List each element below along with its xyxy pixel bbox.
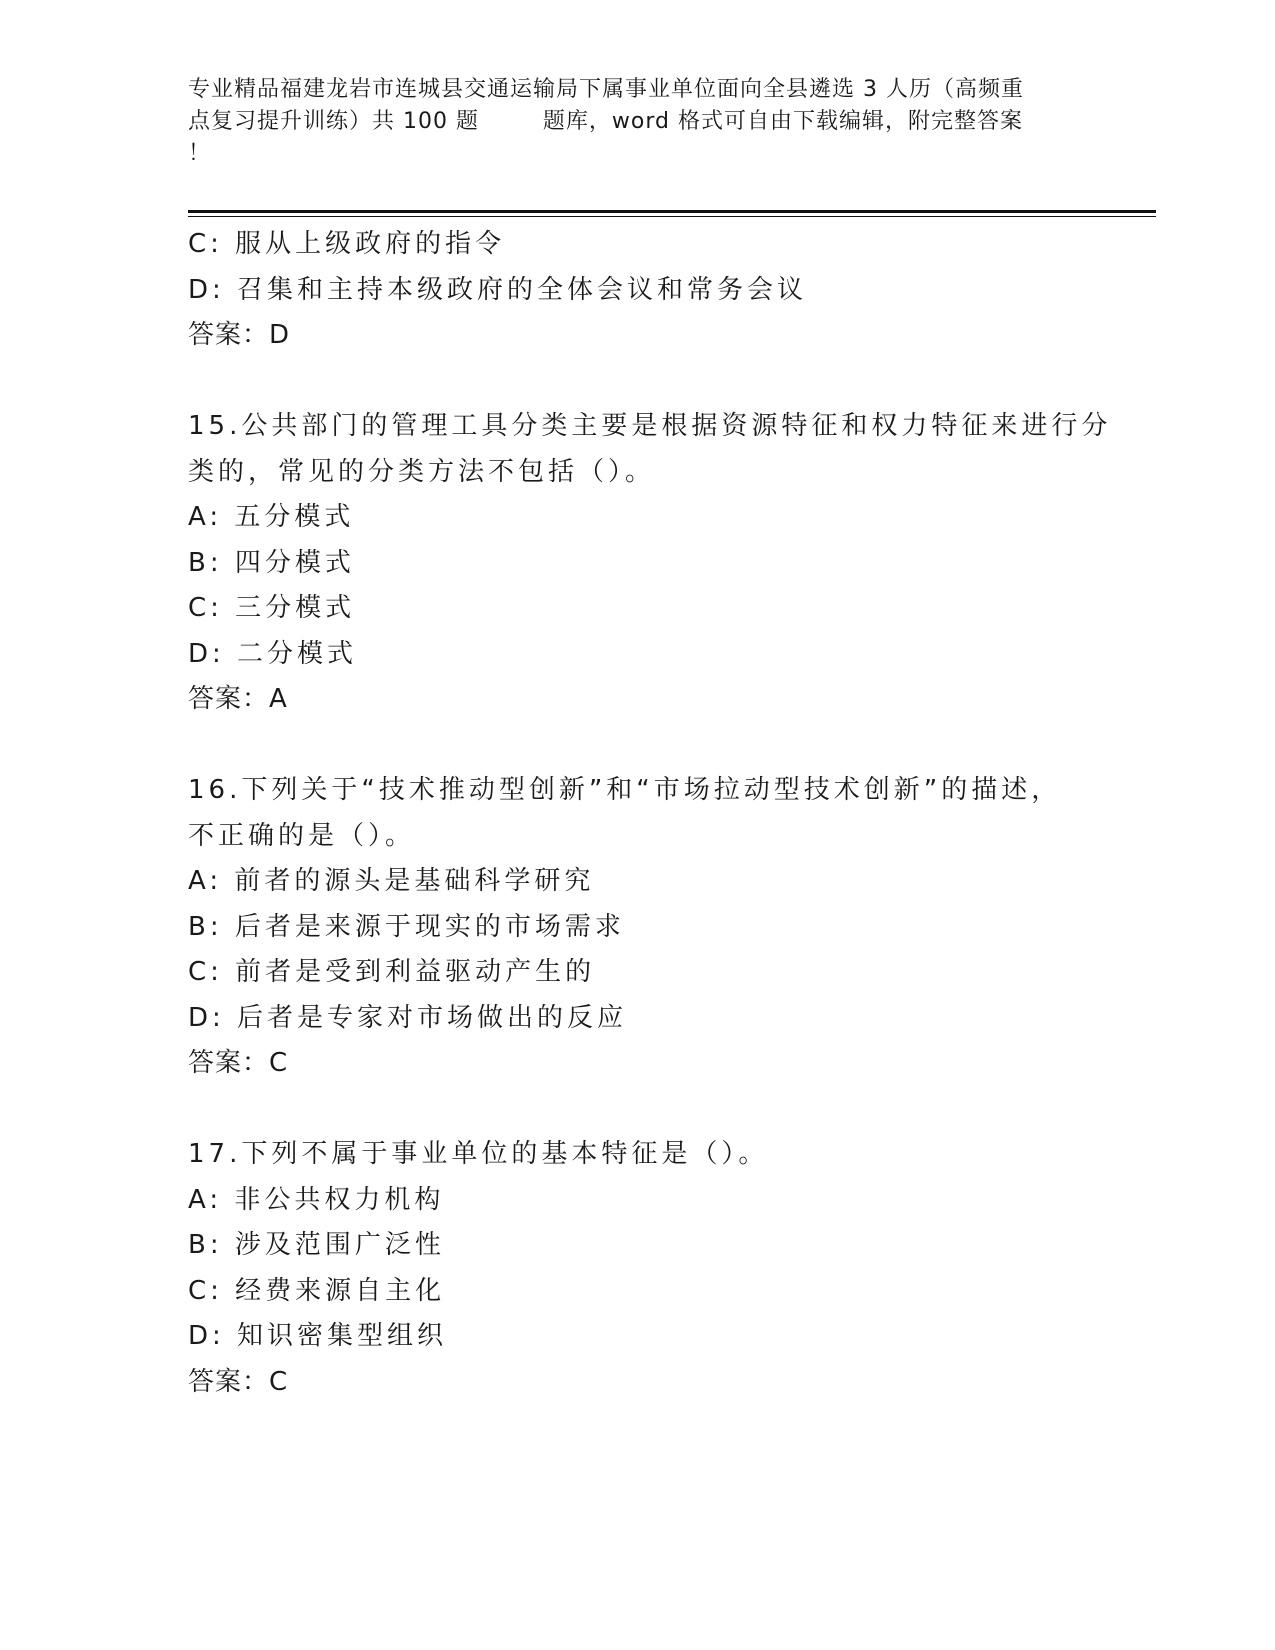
header-divider-thin: [188, 216, 1156, 217]
header-line: 点复习提升训练）共 100 题 题库，word 格式可自由下载编辑，附完整答案: [188, 109, 1023, 134]
question-16: [188, 768, 1088, 1087]
question-content: [188, 222, 1112, 1405]
header-line: ！: [188, 141, 212, 166]
option-a: A: 五分模式: [188, 502, 355, 532]
question-stem: 17.下列不属于事业单位的基本特征是（）。: [188, 1139, 769, 1169]
document-header: [188, 74, 1088, 170]
question-17: [188, 1132, 1088, 1405]
question-15: [188, 404, 1112, 723]
option-c: C: 经费来源自主化: [188, 1275, 446, 1306]
option-a: A: 前者的源头是基础科学研究: [188, 866, 595, 896]
option-b: B: 涉及范围广泛性: [188, 1230, 445, 1260]
option-d: D: 召集和主持本级政府的全体会议和常务会议: [188, 274, 808, 305]
question-stem: 类的，常见的分类方法不包括（）。: [188, 456, 656, 487]
header-line: 专业精品福建龙岩市连城县交通运输局下属事业单位面向全县遴选 3 人历（高频重: [188, 77, 1024, 102]
answer: 答案：D: [188, 320, 291, 350]
option-a: A: 非公共权力机构: [188, 1184, 445, 1215]
option-b: B: 后者是来源于现实的市场需求: [188, 911, 625, 942]
option-c: C: 三分模式: [188, 593, 356, 623]
header-divider-thick: [188, 210, 1156, 213]
question-stem: 15.公共部门的管理工具分类主要是根据资源特征和权力特征来进行分: [188, 411, 1112, 441]
answer: 答案：A: [188, 684, 288, 714]
option-c: C: 前者是受到利益驱动产生的: [188, 957, 596, 987]
option-d: D: 知识密集型组织: [188, 1321, 448, 1351]
question-stem: 不正确的是（）。: [188, 820, 416, 851]
option-c: C: 服从上级政府的指令: [188, 229, 506, 259]
question-14-continued: [188, 222, 1088, 359]
option-b: B: 四分模式: [188, 547, 355, 578]
answer: 答案：C: [188, 1366, 289, 1397]
answer: 答案：C: [188, 1048, 289, 1078]
option-d: D: 后者是专家对市场做出的反应: [188, 1002, 628, 1033]
option-d: D: 二分模式: [188, 638, 358, 669]
question-stem: 16.下列关于“技术推动型创新”和“市场拉动型技术创新”的描述，: [188, 775, 1062, 805]
